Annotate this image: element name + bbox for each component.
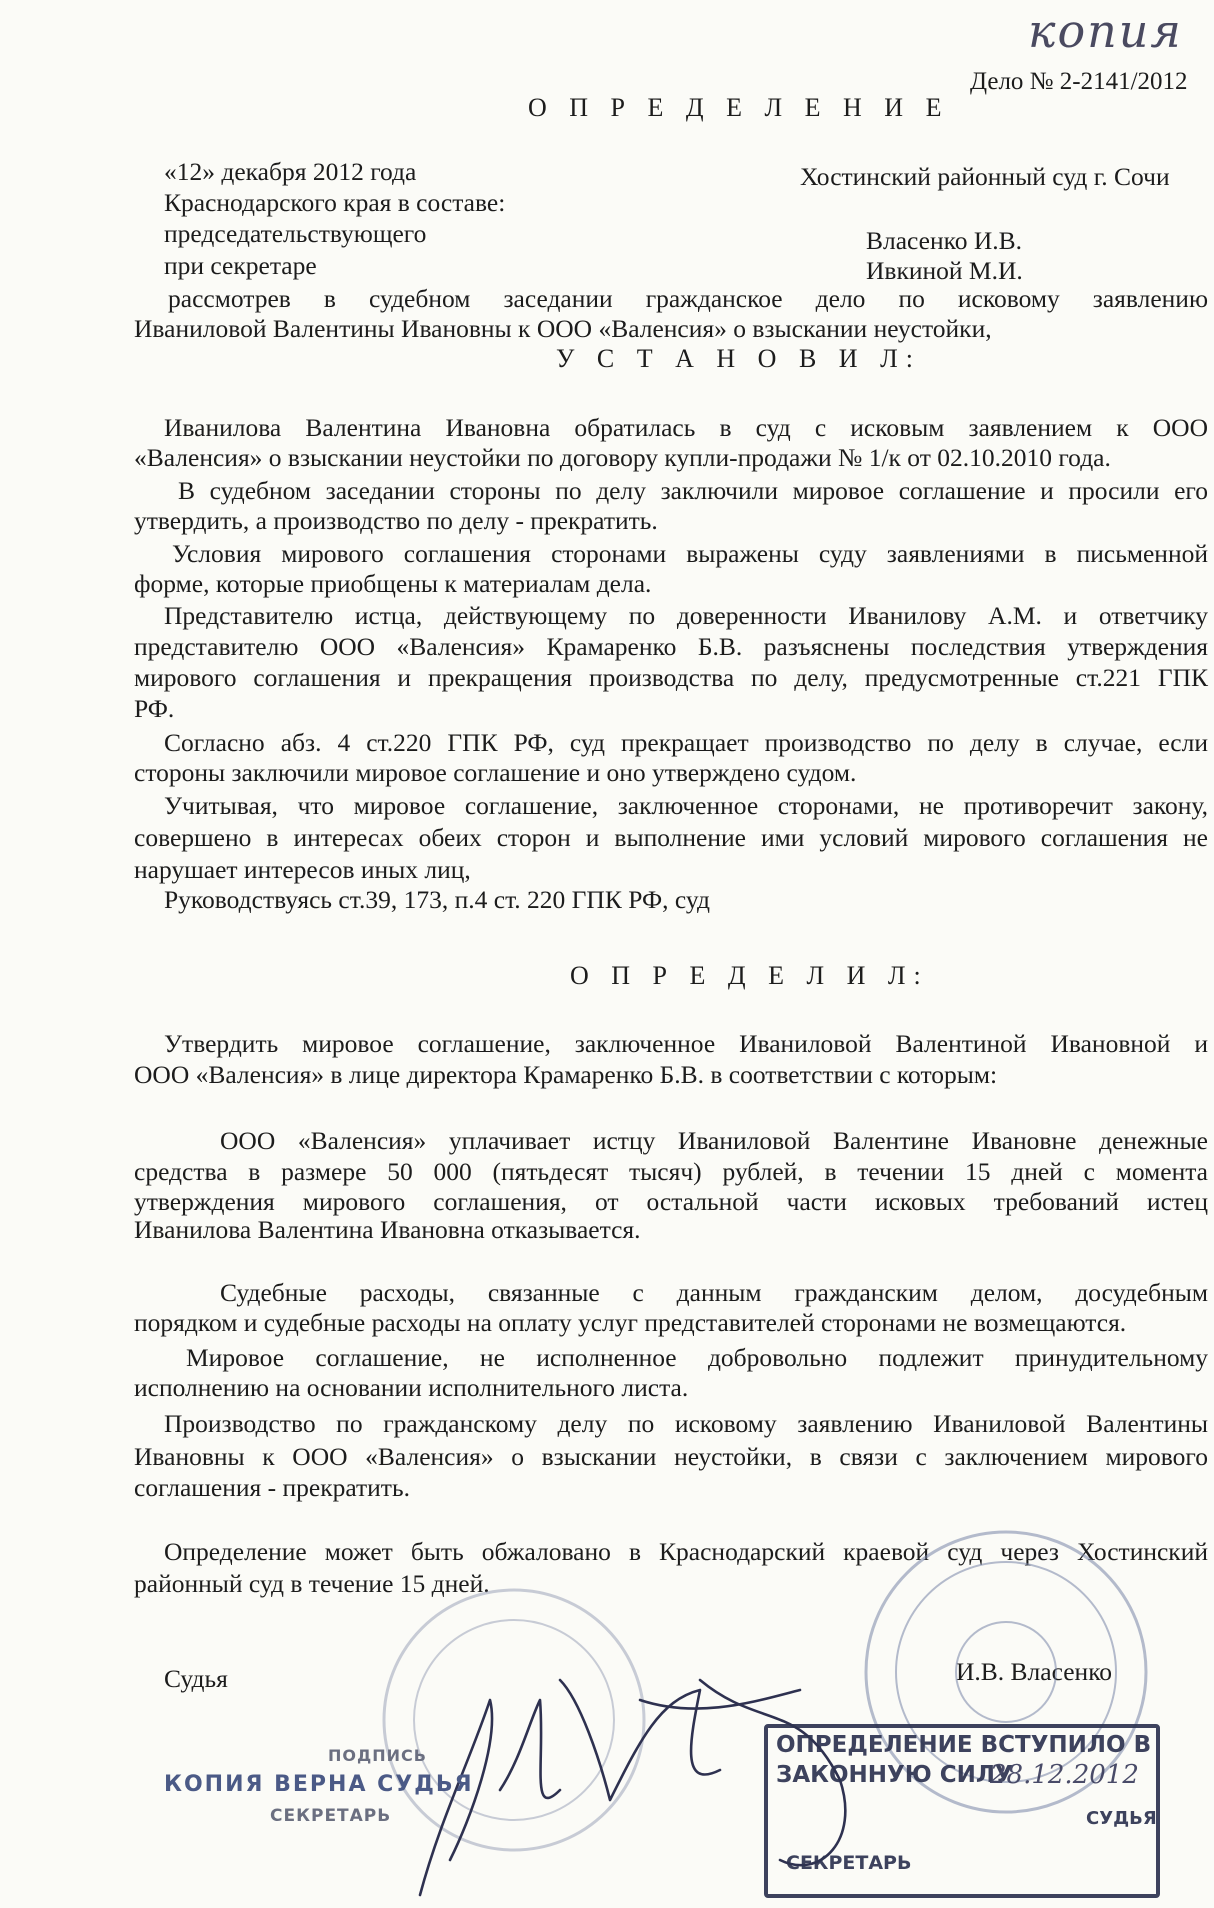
- paragraph-line: ООО «Валенсия» уплачивает истцу Иваниловой Валентине Ивановне денежные: [220, 1126, 1208, 1155]
- paragraph-line: мирового соглашения и прекращения производства по делу, предусмотренные ст.221 ГПК: [134, 663, 1208, 692]
- determined-heading: О П Р Е Д Е Л И Л:: [570, 961, 929, 990]
- paragraph-line: утверждения мирового соглашения, от остальной части исковых требований истец: [134, 1187, 1208, 1216]
- paragraph-line: Определение может быть обжаловано в Краснодарский краевой суд через Хостинский: [164, 1537, 1208, 1566]
- paragraph-line: Утвердить мировое соглашение, заключенное Иваниловой Валентиной Ивановной и: [164, 1029, 1208, 1058]
- paragraph-line: представителю ООО «Валенсия» Крамаренко Б.В. разъяснены последствия утверждения: [134, 632, 1208, 661]
- paragraph-line: ООО «Валенсия» в лице директора Крамаренко Б.В. в соответствии с которым:: [134, 1060, 998, 1089]
- paragraph-line: Условия мирового соглашения сторонами выражены суду заявлениями в письменной: [172, 539, 1208, 568]
- paragraph-line: форме, которые приобщены к материалам дела.: [134, 569, 652, 598]
- paragraph-line: «Валенсия» о взыскании неустойки по договору купли-продажи № 1/к от 02.10.2010 года.: [134, 443, 1111, 472]
- paragraph-line: Мировое соглашение, не исполненное добровольно подлежит принудительному: [186, 1343, 1208, 1372]
- entered-force-stamp: [764, 1724, 1160, 1898]
- paragraph-line: районный суд в течение 15 дней.: [134, 1569, 490, 1598]
- paragraph-line: Иванилова Валентина Ивановна обратилась в суд с исковым заявлением к ООО: [164, 413, 1208, 442]
- handwritten-copy-mark: копия: [1028, 4, 1183, 58]
- paragraph-line: нарушает интересов иных лиц,: [134, 855, 471, 884]
- paragraph-line: Руководствуясь ст.39, 173, п.4 ст. 220 ГПК РФ, суд: [164, 885, 710, 914]
- paragraph-line: совершено в интересах обеих сторон и выполнение ими условий мирового соглашения не: [134, 823, 1208, 852]
- case-number: Дело № 2-2141/2012: [970, 68, 1188, 95]
- paragraph-line: РФ.: [134, 694, 175, 723]
- paragraph-line: утвердить, а производство по делу - прекратить.: [134, 506, 658, 535]
- entered-stamp-judge: СУДЬЯ: [1086, 1808, 1157, 1829]
- entered-stamp-line1: ОПРЕДЕЛЕНИЕ ВСТУПИЛО В: [776, 1732, 1152, 1758]
- paragraph-line: Судебные расходы, связанные с данным гражданским делом, досудебным: [220, 1278, 1208, 1307]
- intro-region: Краснодарского края в составе:: [164, 188, 506, 217]
- court-seal-left: [384, 1590, 644, 1850]
- paragraph-line: исполнению на основании исполнительного листа.: [134, 1373, 689, 1402]
- intro-date: «12» декабря 2012 года: [164, 157, 417, 186]
- judge-name: И.В. Власенко: [956, 1657, 1113, 1686]
- paragraph-line: Ивановны к ООО «Валенсия» о взыскании неустойки, в связи с заключением мирового: [134, 1442, 1208, 1471]
- copy-stamp-signature: ПОДПИСЬ: [328, 1746, 427, 1765]
- paragraph-line: соглашения - прекратить.: [134, 1473, 410, 1502]
- paragraph-line: Учитывая, что мировое соглашение, заключенное сторонами, не противоречит закону,: [164, 791, 1208, 820]
- copy-true-stamp: КОПИЯ ВЕРНА СУДЬЯ: [164, 1772, 474, 1797]
- presiding-label: председательствующего: [164, 219, 427, 248]
- judge-label: Судья: [164, 1664, 228, 1693]
- entered-stamp-date: 28.12.2012: [990, 1760, 1139, 1790]
- presiding-name: Власенко И.В.: [866, 226, 1023, 255]
- document-title: О П Р Е Д Е Л Е Н И Е: [528, 93, 950, 122]
- established-heading: У С Т А Н О В И Л:: [556, 344, 921, 373]
- intro-court: Хостинский районный суд г. Сочи: [800, 162, 1170, 191]
- paragraph-line: В судебном заседании стороны по делу заключили мировое соглашение и просили его: [178, 476, 1208, 505]
- intro-considered-line: рассмотрев в судебном заседании гражданское дело по исковому заявлению: [168, 284, 1208, 313]
- copy-stamp-secretary: СЕКРЕТАРЬ: [270, 1806, 392, 1826]
- secretary-name: Ивкиной М.И.: [866, 256, 1023, 285]
- intro-considered-line: Иваниловой Валентины Ивановны к ООО «Валенсия» о взыскании неустойки,: [134, 314, 992, 343]
- paragraph-line: Иванилова Валентина Ивановна отказывается.: [134, 1215, 641, 1244]
- entered-stamp-secretary: СЕКРЕТАРЬ: [786, 1852, 912, 1874]
- paragraph-line: Производство по гражданскому делу по исковому заявлению Иваниловой Валентины: [164, 1409, 1208, 1438]
- paragraph-line: Представителю истца, действующему по доверенности Иванилову А.М. и ответчику: [164, 601, 1208, 630]
- paragraph-line: средства в размере 50 000 (пятьдесят тысяч) рублей, в течении 15 дней с момента: [134, 1157, 1208, 1186]
- secretary-label: при секретаре: [164, 251, 317, 280]
- entered-stamp-line2: ЗАКОННУЮ СИЛУ: [776, 1762, 1013, 1788]
- paragraph-line: Согласно абз. 4 ст.220 ГПК РФ, суд прекращает производство по делу в случае, если: [164, 728, 1208, 757]
- paragraph-line: порядком и судебные расходы на оплату услуг представителей сторонами не возмещаются.: [134, 1308, 1127, 1337]
- paragraph-line: стороны заключили мировое соглашение и оно утверждено судом.: [134, 758, 857, 787]
